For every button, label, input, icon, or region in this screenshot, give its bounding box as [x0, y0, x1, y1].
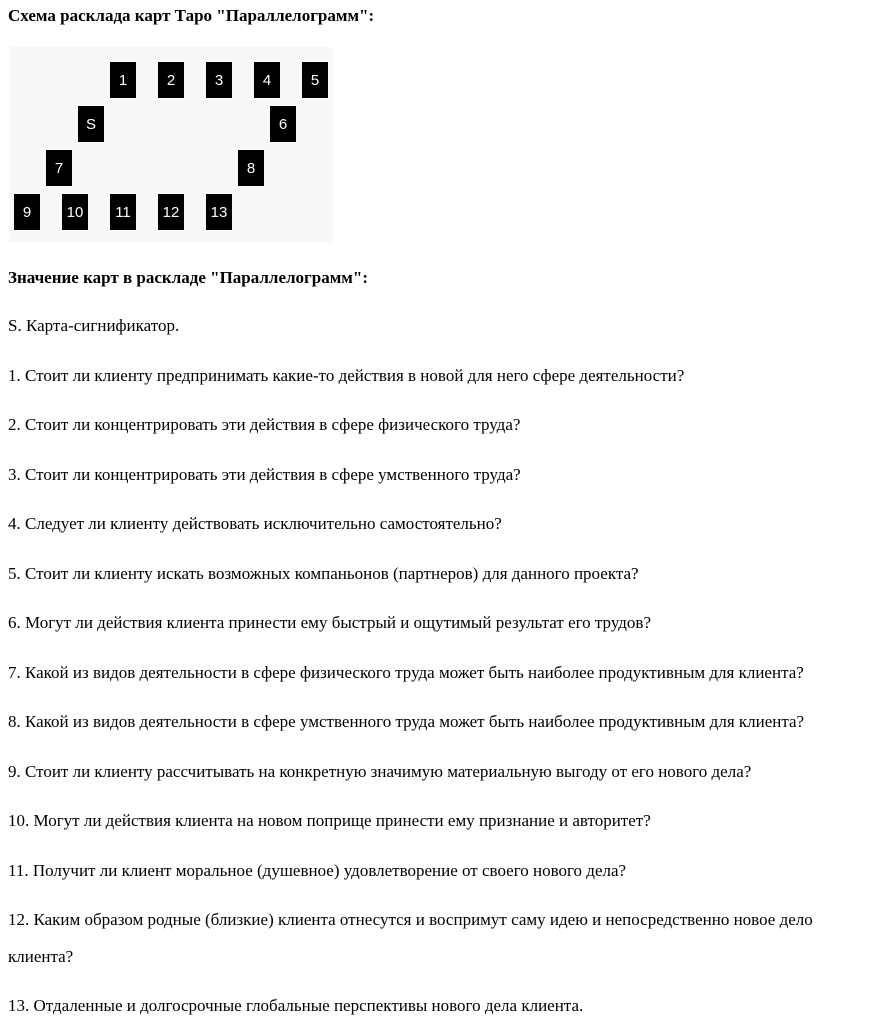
meaning-item-3: 3. Стоит ли концентрировать эти действия в сфере умственного труда? — [8, 465, 521, 484]
scheme-heading: Схема расклада карт Таро "Параллелограмм": — [8, 6, 375, 25]
meaning-item-1: 1. Стоит ли клиенту предпринимать какие-то действия в новой для него сфере деятельности? — [8, 366, 685, 385]
card-5: 5 — [302, 62, 328, 98]
card-4: 4 — [254, 62, 280, 98]
card-s: S — [78, 106, 104, 142]
meaning-item-11: 11. Получит ли клиент моральное (душевное) удовлетворение от своего нового дела? — [8, 861, 627, 880]
meaning-item-7: 7. Какой из видов деятельности в сфере физического труда может быть наиболее продуктивным для клиента? — [8, 663, 804, 682]
card-2: 2 — [158, 62, 184, 98]
card-6: 6 — [270, 106, 296, 142]
card-7: 7 — [46, 150, 72, 186]
meaning-item-5: 5. Стоит ли клиенту искать возможных компаньонов (партнеров) для данного проекта? — [8, 564, 639, 583]
meaning-item-13: 13. Отдаленные и долгосрочные глобальные перспективы нового дела клиента. — [8, 996, 584, 1015]
meaning-item-8: 8. Какой из видов деятельности в сфере умственного труда может быть наиболее продуктивным для клиента? — [8, 712, 805, 731]
meaning-item-12: 12. Каким образом родные (близкие) клиента отнесутся и воспримут саму идею и непосредственно новое дело клиента? — [8, 910, 813, 966]
card-8: 8 — [238, 150, 264, 186]
meaning-item-10: 10. Могут ли действия клиента на новом поприще принести ему признание и авторитет? — [8, 811, 651, 830]
card-12: 12 — [158, 194, 184, 230]
card-10: 10 — [62, 194, 88, 230]
card-9: 9 — [14, 194, 40, 230]
meanings-heading: Значение карт в раскладе "Параллелограмм": — [8, 268, 368, 287]
meaning-item-4: 4. Следует ли клиенту действовать исключительно самостоятельно? — [8, 514, 502, 533]
meaning-item-2: 2. Стоит ли концентрировать эти действия в сфере физического труда? — [8, 415, 521, 434]
card-1: 1 — [110, 62, 136, 98]
spread-diagram — [9, 47, 333, 243]
card-13: 13 — [206, 194, 232, 230]
meaning-item-9: 9. Стоит ли клиенту рассчитывать на конкретную значимую материальную выгоду от его нового дела? — [8, 762, 752, 781]
meaning-item-6: 6. Могут ли действия клиента принести ему быстрый и ощутимый результат его трудов? — [8, 613, 651, 632]
card-11: 11 — [110, 194, 136, 230]
meaning-item-s: S. Карта-сигнификатор. — [8, 316, 180, 335]
card-3: 3 — [206, 62, 232, 98]
